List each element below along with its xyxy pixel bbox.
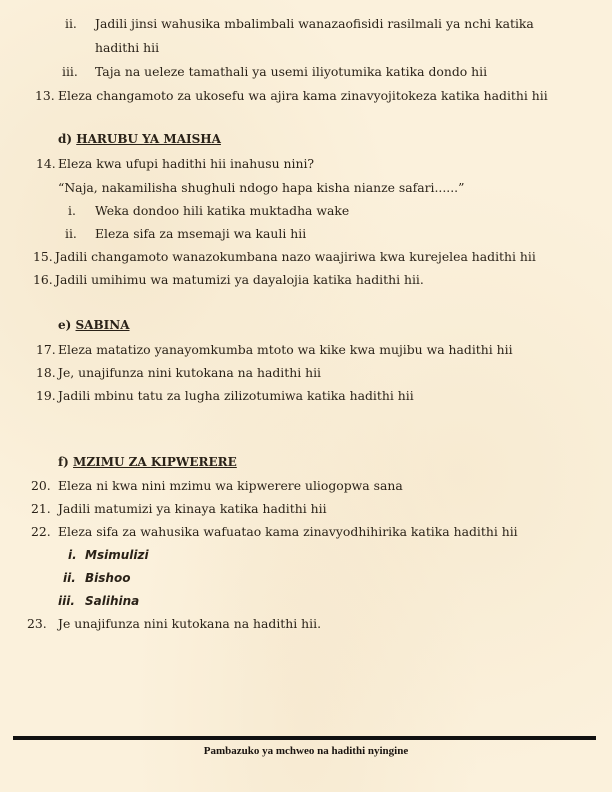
section-heading-d: d) HARUBU YA MAISHA xyxy=(58,132,221,146)
footer-rule xyxy=(13,736,596,740)
section-title: SABINA xyxy=(75,318,130,332)
section-heading-e: e) SABINA xyxy=(58,318,130,332)
section-title: HARUBU YA MAISHA xyxy=(76,132,221,146)
footer-text: Pambazuko ya mchweo na hadithi nyingine xyxy=(203,745,409,757)
section-title: MZIMU ZA KIPWERERE xyxy=(73,455,237,469)
section-heading-f: f) MZIMU ZA KIPWERERE xyxy=(58,455,237,469)
